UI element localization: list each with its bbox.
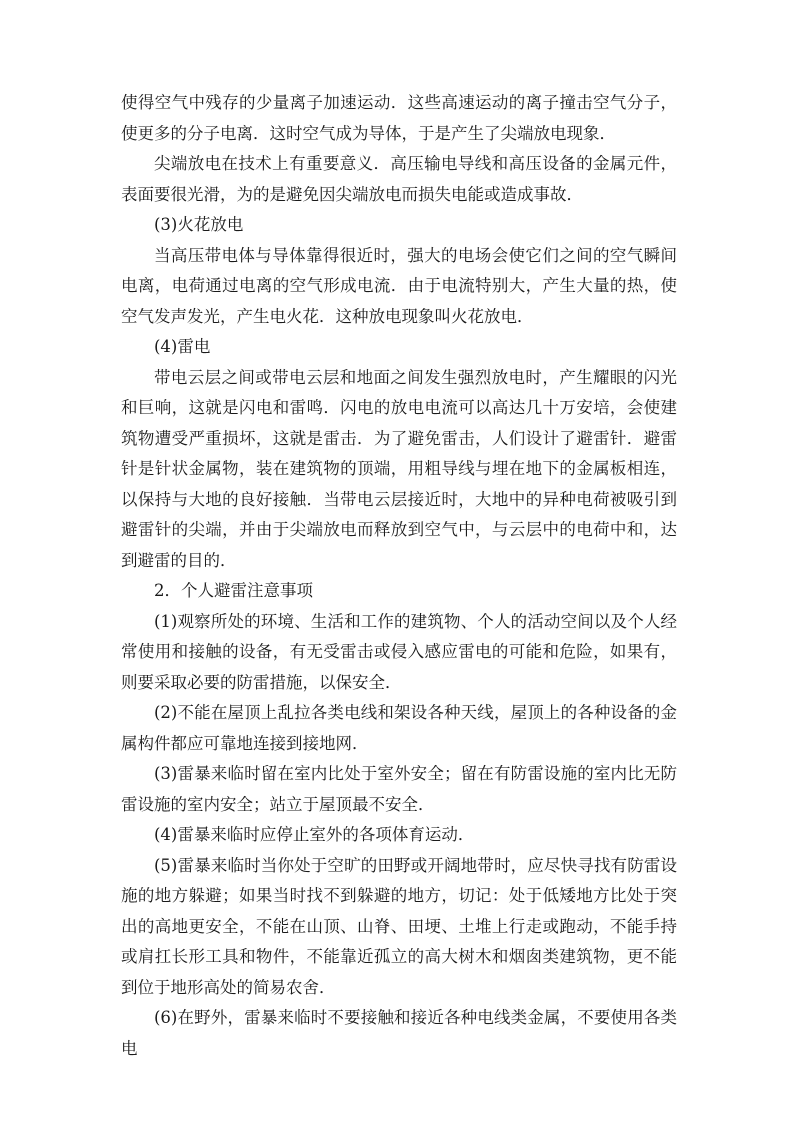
paragraph-safety-item-3: (3)雷暴来临时留在室内比处于室外安全；留在有防雷设施的室内比无防雷设施的室内安全；站立于屋顶最不安全． (121, 764, 677, 814)
body-text (121, 88, 677, 1064)
paragraph-safety-item-1: (1)观察所处的环境、生活和工作的建筑物、个人的活动空间以及个人经常使用和接触的设备，有无受雷击或侵入感应雷电的可能和危险，如果有，则要采取必要的防雷措施，以保安全． (121, 611, 677, 692)
paragraph-safety-item-4: (4)雷暴来临时应停止室外的各项体育运动． (154, 825, 475, 844)
paragraph-spark-discharge: 当高压带电体与导体靠得很近时，强大的电场会使它们之间的空气瞬间电离，电荷通过电离的空气形成电流．由于电流特别大，产生大量的热，使空气发声发光，产生电火花．这种放电现象叫火花放电． (121, 245, 677, 326)
heading-personal-lightning-safety: 2．个人避雷注意事项 (154, 581, 313, 600)
paragraph-ion-acceleration: 使得空气中残存的少量离子加速运动．这些高速运动的离子撞击空气分子，使更多的分子电离．这时空气成为导体，于是产生了尖端放电现象． (121, 93, 677, 143)
paragraph-lightning: 带电云层之间或带电云层和地面之间发生强烈放电时，产生耀眼的闪光和巨响，这就是闪电和雷鸣．闪电的放电电流可以高达几十万安培，会使建筑物遭受严重损坏，这就是雷击．为了避免雷击，人们设计了避雷针．避雷针是针状金属物，装在建筑物的顶端，用粗导线与埋在地下的金属板相连，以保持与大地的良好接触．当带电云层接近时，大地中的异种电荷被吸引到避雷针的尖端，并由于尖端放电而释放到空气中，与云层中的电荷中和，达到避雷的目的． (121, 367, 677, 570)
heading-spark-discharge: (3)火花放电 (154, 215, 244, 234)
paragraph-tip-discharge-significance: 尖端放电在技术上有重要意义．高压输电导线和高压设备的金属元件，表面要很光滑，为的是避免因尖端放电而损失电能或造成事故． (121, 154, 677, 204)
paragraph-safety-item-6: (6)在野外，雷暴来临时不要接触和接近各种电线类金属，不要使用各类电 (121, 1008, 677, 1058)
paragraph-safety-item-5: (5)雷暴来临时当你处于空旷的田野或开阔地带时，应尽快寻找有防雷设施的地方躲避；如果当时找不到躲避的地方，切记：处于低矮地方比处于突出的高地更安全，不能在山顶、山脊、田埂、土堆上行走或跑动，不能手持或肩扛长形工具和物件，不能靠近孤立的高大树木和烟囱类建筑物，更不能到位于地形高处的简易农舍． (121, 855, 677, 997)
paragraph-safety-item-2: (2)不能在屋顶上乱拉各类电线和架设各种天线，屋顶上的各种设备的金属构件都应可靠地连接到接地网． (121, 703, 677, 753)
heading-lightning: (4)雷电 (154, 337, 211, 356)
